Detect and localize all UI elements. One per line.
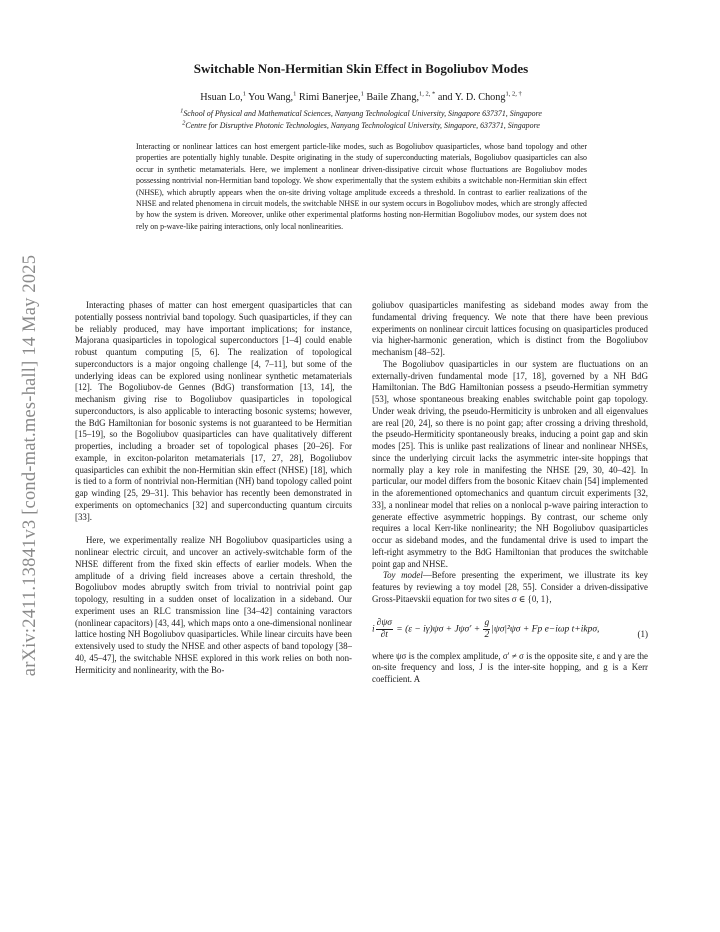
equation-1 xyxy=(372,618,648,641)
fraction-numerator: g xyxy=(484,617,490,628)
body-column-right xyxy=(372,300,648,686)
body-paragraph: goliubov quasiparticles manifesting as sideband modes away from the fundamental driving frequency. We note that there have been previous experiments on nonlinear circuit lattices focusing on quasiparticles produced via higher-harmonic generation, which is distinct from the Bogoliubov mechanism [48–52]. xyxy=(372,300,648,357)
abstract: Interacting or nonlinear lattices can host emergent particle-like modes, such as Bogoliubov quasiparticles, whose band topology and other properties are potentially highly tunable. Despite originating in the study of superconducting materials, Bogoliubov quasiparticles can also occur in synthetic metamaterials. Here, we implement a nonlinear driven-dissipative circuit whose fluctuations are Bogoliubov modes possessing nontrivial non-Hermitian band topology. We show experimentally that the system exhibits a switchable non-Hermitian skin effect (NHSE), which abruptly appears when the on-site driving voltage amplitude exceeds a threshold. In contrast to earlier realizations of the NHSE and related phenomena in circuit models, the switchable NHSE in our system occurs in Bogoliubov modes, which are strongly affected by how the system is driven. Moreover, unlike other experimental platforms hosting non-Hermitian Bogoliubov modes, our system does not rely on p-wave-like pairing interactions, only local nonlinearities. xyxy=(136,142,587,231)
arxiv-identifier-stamp xyxy=(13,210,49,720)
author: You Wang, xyxy=(248,92,294,103)
equation-number: (1) xyxy=(637,628,648,639)
body-paragraph: Interacting phases of matter can host emergent quasiparticles that can potentially possess nontrivial band topology. Such quasiparticles, if they can be reliably produced, may have important implications; for instance, Majorana quasiparticles in topological superconductors [1–4] could enable robust quantum computing [5, 6]. The realization of topological superconductors is a major ongoing challenge [4, 7–11], but some of the underlying ideas can be explored using nonlinear synthetic metamaterials [12]. The Bogoliubov-de Gennes (BdG) transformation [13, 14], the mechanism giving rise to Bogoliubov quasiparticles in topological superconductors, is also applicable to interacting bosonic systems; however, the BdG Hamiltonian for bosonic systems is not guaranteed to be Hermitian [15–19], so the Bogoliubov quasiparticles can have qualitatively different properties, including a broader set of topological phases [20–26]. For example, in exciton-polariton metamaterials [17, 27, 28], Bogoliubov quasiparticles can exhibit the non-Hermitian skin effect (NHSE) [18], which is tied to a form of nontrivial non-Hermitian (NH) band topology called point gap winding [25, 29–31]. This behavior has recently been demonstrated in experiments on optomechanics [32] and superconducting quantum circuits [33]. xyxy=(75,300,352,522)
author-list xyxy=(70,92,652,103)
author-affiliation-mark: 1, 2, † xyxy=(505,90,522,98)
equation-imag-unit: i xyxy=(372,624,375,635)
equation-kerr-fraction xyxy=(483,618,490,641)
author-affiliation-mark: 1 xyxy=(293,90,297,98)
equation-body xyxy=(372,618,599,641)
paper-title: Switchable Non-Hermitian Skin Effect in Bogoliubov Modes xyxy=(193,61,529,76)
equation-derivative xyxy=(376,618,393,641)
author: Baile Zhang, xyxy=(366,92,420,103)
author-affiliation-mark: 1, 2, * xyxy=(419,90,436,98)
paragraph-text: —Before presenting the experiment, we illustrate its key features by reviewing a toy model [28, 55]. Consider a driven-dissipative Gross-Pitaevskii equation for two sites σ ∈ {0, 1}, xyxy=(372,570,648,604)
section-runin-heading: Toy model xyxy=(383,570,423,581)
equation-tail: |ψσ|²ψσ + Fp e−iωp t+ikpσ, xyxy=(491,624,600,635)
author-affiliation-mark: 1 xyxy=(242,90,246,98)
affiliation-1 xyxy=(70,109,652,118)
body-paragraph: Here, we experimentally realize NH Bogoliubov quasiparticles using a nonlinear electric circuit, and uncover an actively-switchable form of the NHSE different from the fixed skin effects of earlier models. When the amplitude of a driving field increases above a certain threshold, the Bogoliubov modes abruptly switch from trivial to nontrivial point gap topology, resulting in a sudden onset of localization in a sideband. Our experiment uses an RLC transmission line [34–42] containing varactors (nonlinear capacitors) [43, 44], which maps onto a one-dimensional nonlinear lattice hosting NH Bogoliubov quasiparticles. While linear circuits have been extensively used to study the NHSE and other aspects of band topology [38–40, 45–47], the switchable NHSE explored in this work relies on both non-Hermiticity and nonlinearity, with the Bo- xyxy=(75,535,352,675)
fraction-denominator: 2 xyxy=(484,629,490,640)
author-affiliation-mark: 1 xyxy=(360,90,364,98)
author: Hsuan Lo, xyxy=(200,92,243,103)
affiliation-2 xyxy=(70,121,652,130)
author: Rimi Banerjee, xyxy=(298,92,361,103)
author: and Y. D. Chong xyxy=(437,92,506,103)
affiliation-mark: 1 xyxy=(180,107,184,115)
affiliation-text: Centre for Disruptive Photonic Technologies, Nanyang Technological University, Singapore, 637371, Singapore xyxy=(185,121,540,130)
body-paragraph-toy-model xyxy=(372,570,648,605)
affiliation-text: School of Physical and Mathematical Sciences, Nanyang Technological University, Singapore 637371, Singapore xyxy=(183,109,542,118)
fraction-denominator: ∂t xyxy=(380,629,388,640)
fraction-numerator: ∂ψσ xyxy=(376,617,392,628)
affiliation-mark: 2 xyxy=(182,119,186,127)
body-paragraph: where ψσ is the complex amplitude, σ′ ≠ σ is the opposite site, ε and γ are the on-site frequency and loss, J is the inter-site hopping, and g is a Kerr coefficient. A xyxy=(372,650,648,684)
arxiv-id-text: arXiv:2411.13841v3 [cond-mat.mes-hall] 14 May 2025 xyxy=(20,254,41,676)
body-paragraph: The Bogoliubov quasiparticles in our system are fluctuations on an externally-driven fundamental mode [17, 18], governed by a NH BdG Hamiltonian. The BdG Hamiltonian possess a pseudo-Hermitian symmetry [53], whose spontaneous breaking enables switchable point gap topology. Under weak driving, the pseudo-Hermiticity is unbroken and all eigenvalues are real [20, 24], so there is no point gap; after crossing a driving threshold, the pseudo-Hermiticity spontaneously breaks, inducing a point gap and skin modes [25]. This is unlike past realizations of linear and nonlinear NHSEs, since the underlying circuit lacks the asymmetric inter-site hoppings that normally play a key role in manifesting the NHSE [29, 30, 40–42]. In particular, our model differs from the bosonic Kitaev chain [54] implemented in the aforementioned optomechanics and quantum circuit experiments [32, 33], a nonlinear model that relies on a nonlocal p-wave pairing interaction to generate effective asymmetric hoppings. By contrast, our scheme only requires a local Kerr-like nonlinearity; the NH Bogoliubov quasiparticles occur as sideband modes, and the fundamental drive is used to impart the left-right asymmetry to the BdG Hamiltonian that produces the switchable point gap and NHSE. xyxy=(372,358,648,569)
body-column-left xyxy=(75,300,352,676)
equation-middle: = (ε − iγ)ψσ + Jψσ′ + xyxy=(396,624,481,635)
